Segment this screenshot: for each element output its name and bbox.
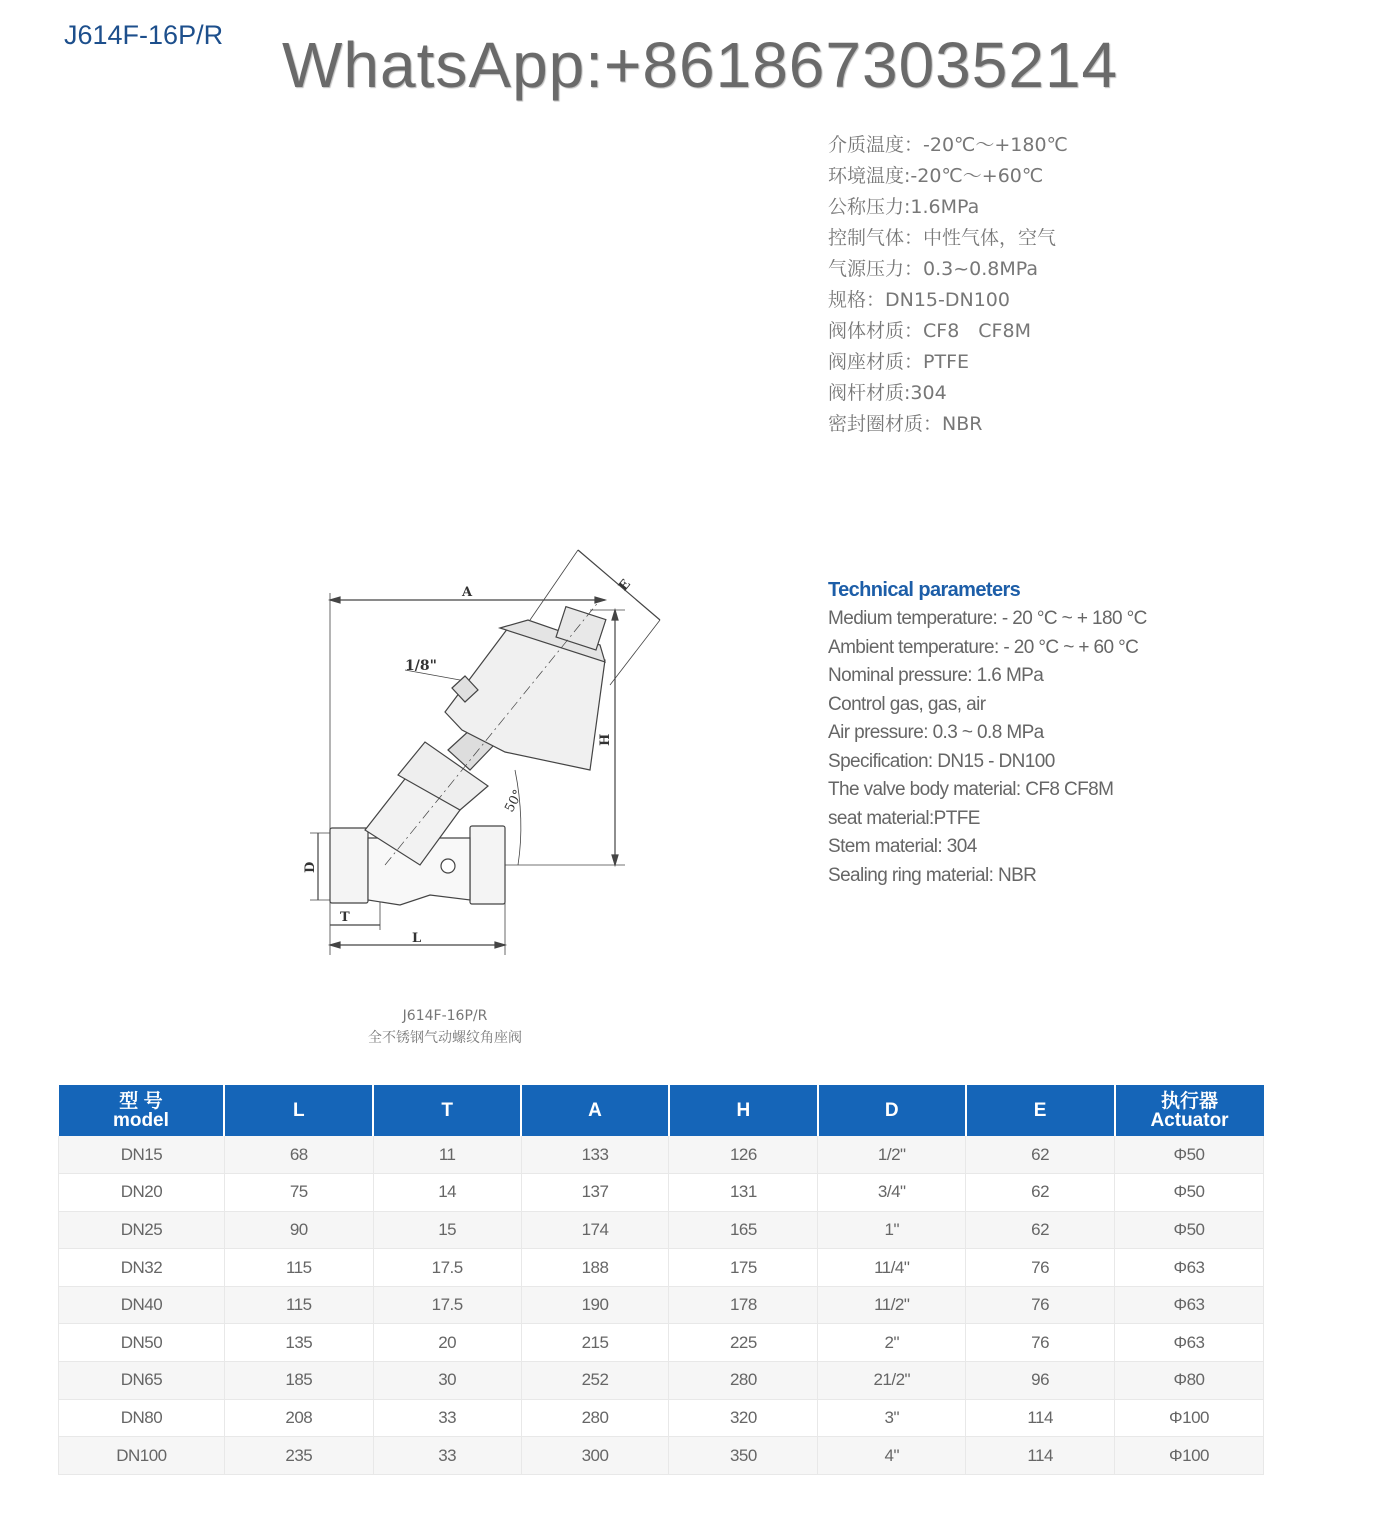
header-line: L (293, 1100, 305, 1121)
header-line: H (736, 1100, 751, 1121)
header-line: model (112, 1109, 169, 1131)
table-cell: 235 (224, 1437, 373, 1475)
table-cell: Φ80 (1115, 1362, 1264, 1400)
en-spec-line: Stem material: 304 (828, 836, 977, 857)
table-cell: 178 (669, 1286, 818, 1324)
outlet-port (470, 826, 505, 904)
table-cell: 17.5 (373, 1286, 521, 1324)
table-cell: 62 (966, 1136, 1115, 1174)
table-cell: 135 (224, 1324, 373, 1362)
en-spec-line: Ambient temperature: - 20 °C ~ + 60 °C (828, 636, 1139, 658)
table-cell: 20 (373, 1324, 521, 1362)
table-cell: Φ63 (1115, 1286, 1264, 1324)
header-l (224, 1085, 373, 1136)
table-cell: 11/4" (818, 1249, 966, 1287)
table-cell: Φ50 (1115, 1136, 1264, 1174)
table-cell: 115 (224, 1249, 373, 1287)
valve-technical-drawing (290, 540, 680, 960)
table-cell: DN32 (59, 1249, 225, 1287)
inlet-port (330, 828, 368, 903)
model-code: J614F-16P/R (64, 20, 224, 50)
en-spec-line: Specification: DN15 - DN100 (828, 750, 1055, 772)
table-cell: 15 (373, 1211, 521, 1249)
table-cell: 68 (224, 1136, 373, 1174)
header-d (818, 1085, 966, 1136)
en-spec-line: The valve body material: CF8 CF8M (828, 779, 1114, 800)
cn-spec-line: 气源压力：0.3~0.8MPa (828, 258, 1038, 280)
table-cell: 175 (669, 1249, 818, 1287)
table-row (59, 1249, 1264, 1287)
table-cell: Φ50 (1115, 1174, 1264, 1212)
label-port: 1/8" (405, 658, 437, 674)
table-cell: 280 (669, 1362, 818, 1400)
table-row (59, 1437, 1264, 1475)
table-cell: Φ63 (1115, 1324, 1264, 1362)
header-model (59, 1085, 225, 1136)
table-row (59, 1286, 1264, 1324)
label-l: L (412, 931, 422, 946)
header-line: 型 号 (119, 1090, 163, 1112)
table-cell: 3" (818, 1399, 966, 1437)
table-cell: 17.5 (373, 1249, 521, 1287)
cn-spec-line: 环境温度:-20℃～+60℃ (828, 165, 1044, 187)
en-spec-line: Sealing ring material: NBR (828, 864, 1037, 886)
table-cell: 30 (373, 1362, 521, 1400)
header-line: E (1033, 1100, 1047, 1121)
table-cell: 133 (521, 1136, 669, 1174)
en-spec-line: Air pressure: 0.3 ~ 0.8 MPa (828, 722, 1044, 743)
table-header-row (59, 1085, 1264, 1136)
table-row (59, 1211, 1264, 1249)
whatsapp-contact: WhatsApp:+8618673035214 (282, 29, 1119, 101)
table-cell: DN25 (59, 1211, 225, 1249)
drawing-caption (330, 1005, 560, 1049)
technical-parameters (828, 575, 1147, 890)
header-line: T (441, 1100, 453, 1121)
en-spec-line: Medium temperature: - 20 °C ~ + 180 °C (828, 608, 1147, 629)
cn-spec-line: 阀杆材质:304 (828, 382, 947, 404)
table-cell: 208 (224, 1399, 373, 1437)
table-cell: DN40 (59, 1286, 225, 1324)
table-row (59, 1399, 1264, 1437)
table-cell: 115 (224, 1286, 373, 1324)
table-cell: 1/2" (818, 1136, 966, 1174)
header-actuator (1115, 1085, 1264, 1136)
drawing-caption-title: 全不锈钢气动螺纹角座阀 (368, 1030, 522, 1046)
table-cell: DN65 (59, 1362, 225, 1400)
table-cell: 137 (521, 1174, 669, 1212)
label-a: A (462, 585, 473, 600)
table-cell: 188 (521, 1249, 669, 1287)
table-cell: DN15 (59, 1136, 225, 1174)
header-line: D (884, 1100, 899, 1121)
header-e (966, 1085, 1115, 1136)
table-cell: 1" (818, 1211, 966, 1249)
table-cell: 252 (521, 1362, 669, 1400)
table-cell: Φ100 (1115, 1399, 1264, 1437)
table-cell: 185 (224, 1362, 373, 1400)
label-t: T (340, 910, 350, 925)
dimensions-table (58, 1085, 1264, 1475)
table-cell: 62 (966, 1174, 1115, 1212)
table-cell: 225 (669, 1324, 818, 1362)
table-row (59, 1174, 1264, 1212)
header-a (521, 1085, 669, 1136)
table-cell: 75 (224, 1174, 373, 1212)
table-cell: Φ50 (1115, 1211, 1264, 1249)
header-t (373, 1085, 521, 1136)
label-e: E (616, 576, 634, 595)
en-spec-line: Control gas, gas, air (828, 693, 986, 715)
table-cell: 3/4" (818, 1174, 966, 1212)
table-cell: Φ100 (1115, 1437, 1264, 1475)
table-cell: DN50 (59, 1324, 225, 1362)
table-cell: DN80 (59, 1399, 225, 1437)
header-line: 执行器 (1161, 1090, 1219, 1112)
table-row (59, 1136, 1264, 1174)
en-spec-line: Nominal pressure: 1.6 MPa (828, 665, 1044, 686)
table-cell: 11 (373, 1136, 521, 1174)
table-cell: 114 (966, 1437, 1115, 1475)
label-angle: 50° (502, 787, 527, 815)
table-cell: Φ63 (1115, 1249, 1264, 1287)
cn-spec-line: 阀体材质：CF8 CF8M (828, 320, 1031, 342)
table-cell: 76 (966, 1286, 1115, 1324)
chinese-specs (828, 130, 1068, 440)
table-body (59, 1136, 1264, 1474)
table-cell: 76 (966, 1249, 1115, 1287)
table-cell: 4" (818, 1437, 966, 1475)
table-row (59, 1362, 1264, 1400)
header-line: Actuator (1150, 1109, 1229, 1131)
label-d: D (303, 861, 318, 873)
drawing-caption-model: J614F-16P/R (402, 1008, 488, 1024)
cn-spec-line: 阀座材质：PTFE (828, 351, 969, 373)
cn-spec-line: 介质温度：-20℃～+180℃ (828, 134, 1068, 156)
cn-spec-line: 密封圈材质：NBR (828, 413, 983, 435)
table-cell: 190 (521, 1286, 669, 1324)
table-cell: 11/2" (818, 1286, 966, 1324)
header-line: A (588, 1100, 602, 1121)
table-cell: 14 (373, 1174, 521, 1212)
table-cell: 96 (966, 1362, 1115, 1400)
table-cell: 126 (669, 1136, 818, 1174)
table-cell: 280 (521, 1399, 669, 1437)
table-cell: 2" (818, 1324, 966, 1362)
en-spec-line: seat material:PTFE (828, 807, 980, 829)
table-cell: 320 (669, 1399, 818, 1437)
header-h (669, 1085, 818, 1136)
table-cell: 300 (521, 1437, 669, 1475)
cn-spec-line: 公称压力:1.6MPa (828, 196, 980, 218)
table-cell: 33 (373, 1399, 521, 1437)
cn-spec-line: 控制气体：中性气体，空气 (828, 227, 1057, 249)
cn-spec-line: 规格：DN15-DN100 (828, 289, 1010, 311)
table-cell: 76 (966, 1324, 1115, 1362)
table-cell: 174 (521, 1211, 669, 1249)
technical-parameters-heading: Technical parameters (828, 579, 1021, 601)
table-cell: 90 (224, 1211, 373, 1249)
table-cell: DN100 (59, 1437, 225, 1475)
table-cell: 131 (669, 1174, 818, 1212)
table-cell: DN20 (59, 1174, 225, 1212)
table-cell: 165 (669, 1211, 818, 1249)
table-cell: 33 (373, 1437, 521, 1475)
label-h: H (598, 733, 613, 746)
table-row (59, 1324, 1264, 1362)
table-cell: 21/2" (818, 1362, 966, 1400)
table-cell: 114 (966, 1399, 1115, 1437)
table-cell: 62 (966, 1211, 1115, 1249)
table-cell: 350 (669, 1437, 818, 1475)
table-cell: 215 (521, 1324, 669, 1362)
